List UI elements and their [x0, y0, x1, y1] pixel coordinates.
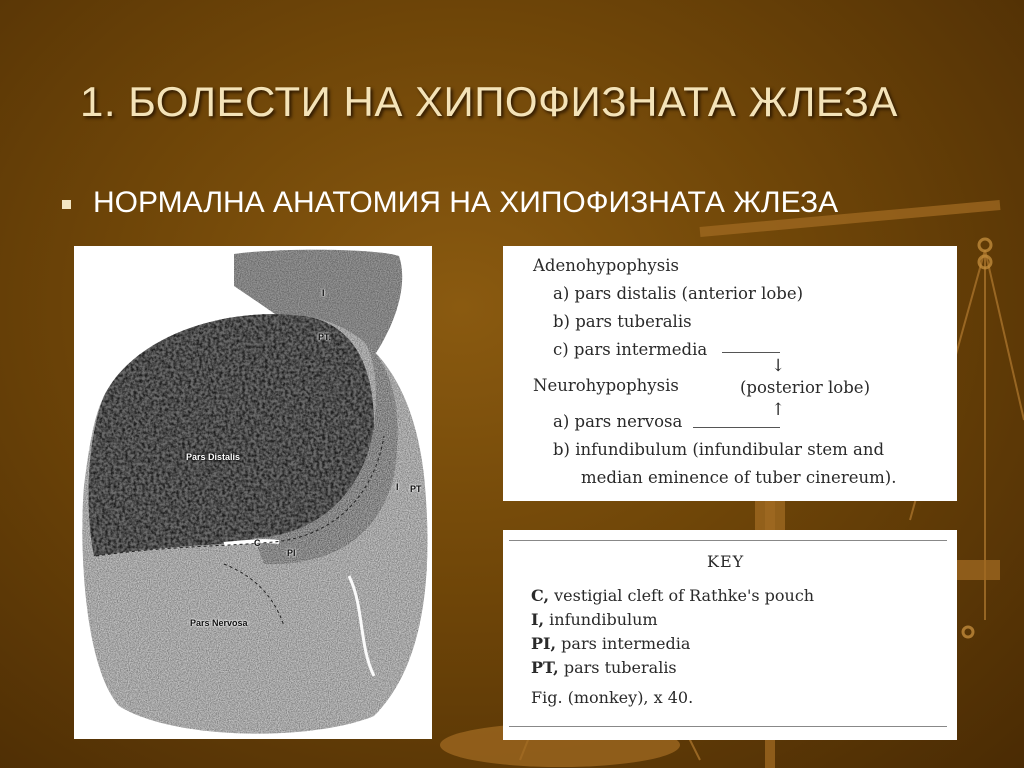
- key-heading: KEY: [707, 552, 745, 571]
- nervosa-connector-line: [693, 427, 780, 428]
- slide-title: 1. БОЛЕСТИ НА ХИПОФИЗНАТА ЖЛЕЗА: [80, 78, 898, 125]
- arrow-down-icon: ↓: [771, 356, 786, 376]
- neuro-item-a: a) pars nervosa: [553, 412, 683, 431]
- key-abbr-i: I,: [531, 610, 545, 629]
- lobes-classification-panel: [503, 246, 957, 501]
- key-entry-i: [531, 610, 658, 629]
- key-entry-pt: [531, 658, 677, 677]
- label-pt-top: PT.: [318, 332, 332, 342]
- key-text-pi: pars intermedia: [556, 634, 691, 653]
- neurohypophysis-heading: Neurohypophysis: [533, 376, 679, 395]
- key-abbr-c: C,: [531, 586, 550, 605]
- label-pi: PI: [287, 548, 296, 558]
- bullet-square-icon: [62, 200, 71, 209]
- adeno-item-c: c) pars intermedia: [553, 340, 708, 359]
- label-i-side: I: [396, 482, 399, 492]
- bullet-text: НОРМАЛНА АНАТОМИЯ НА ХИПОФИЗНАТА ЖЛЕЗА: [93, 186, 839, 219]
- neuro-item-b-continued: median eminence of tuber cinereum).: [581, 468, 897, 487]
- key-text-i: infundibulum: [544, 610, 658, 629]
- label-pars-distalis: Pars Distalis: [186, 452, 241, 462]
- posterior-lobe-label: (posterior lobe): [740, 378, 871, 397]
- key-text-c: vestigial cleft of Rathke's pouch: [549, 586, 815, 605]
- neuro-item-b: b) infundibulum (infundibular stem and: [553, 440, 885, 459]
- key-panel: [503, 530, 957, 740]
- micrograph-image: [74, 246, 432, 739]
- figure-caption: Fig. (monkey), x 40.: [531, 688, 694, 707]
- intermedia-connector-line: [722, 352, 780, 353]
- label-pars-nervosa: Pars Nervosa: [190, 618, 248, 628]
- key-bottom-rule: [509, 726, 947, 727]
- adenohypophysis-heading: Adenohypophysis: [533, 256, 679, 275]
- key-text-pt: pars tuberalis: [558, 658, 677, 677]
- label-pt-side: PT: [410, 484, 422, 494]
- bullet-item: [62, 186, 838, 220]
- arrow-up-icon: ↑: [771, 400, 786, 420]
- pituitary-micrograph: [74, 246, 432, 739]
- label-c: C: [254, 538, 261, 548]
- key-entry-pi: [531, 634, 690, 653]
- adeno-item-b: b) pars tuberalis: [553, 312, 692, 331]
- key-entry-c: [531, 586, 814, 605]
- key-top-rule: [509, 540, 947, 541]
- adeno-item-a: a) pars distalis (anterior lobe): [553, 284, 804, 303]
- key-abbr-pi: PI,: [531, 634, 557, 653]
- label-i-top: I: [322, 288, 325, 298]
- key-abbr-pt: PT,: [531, 658, 559, 677]
